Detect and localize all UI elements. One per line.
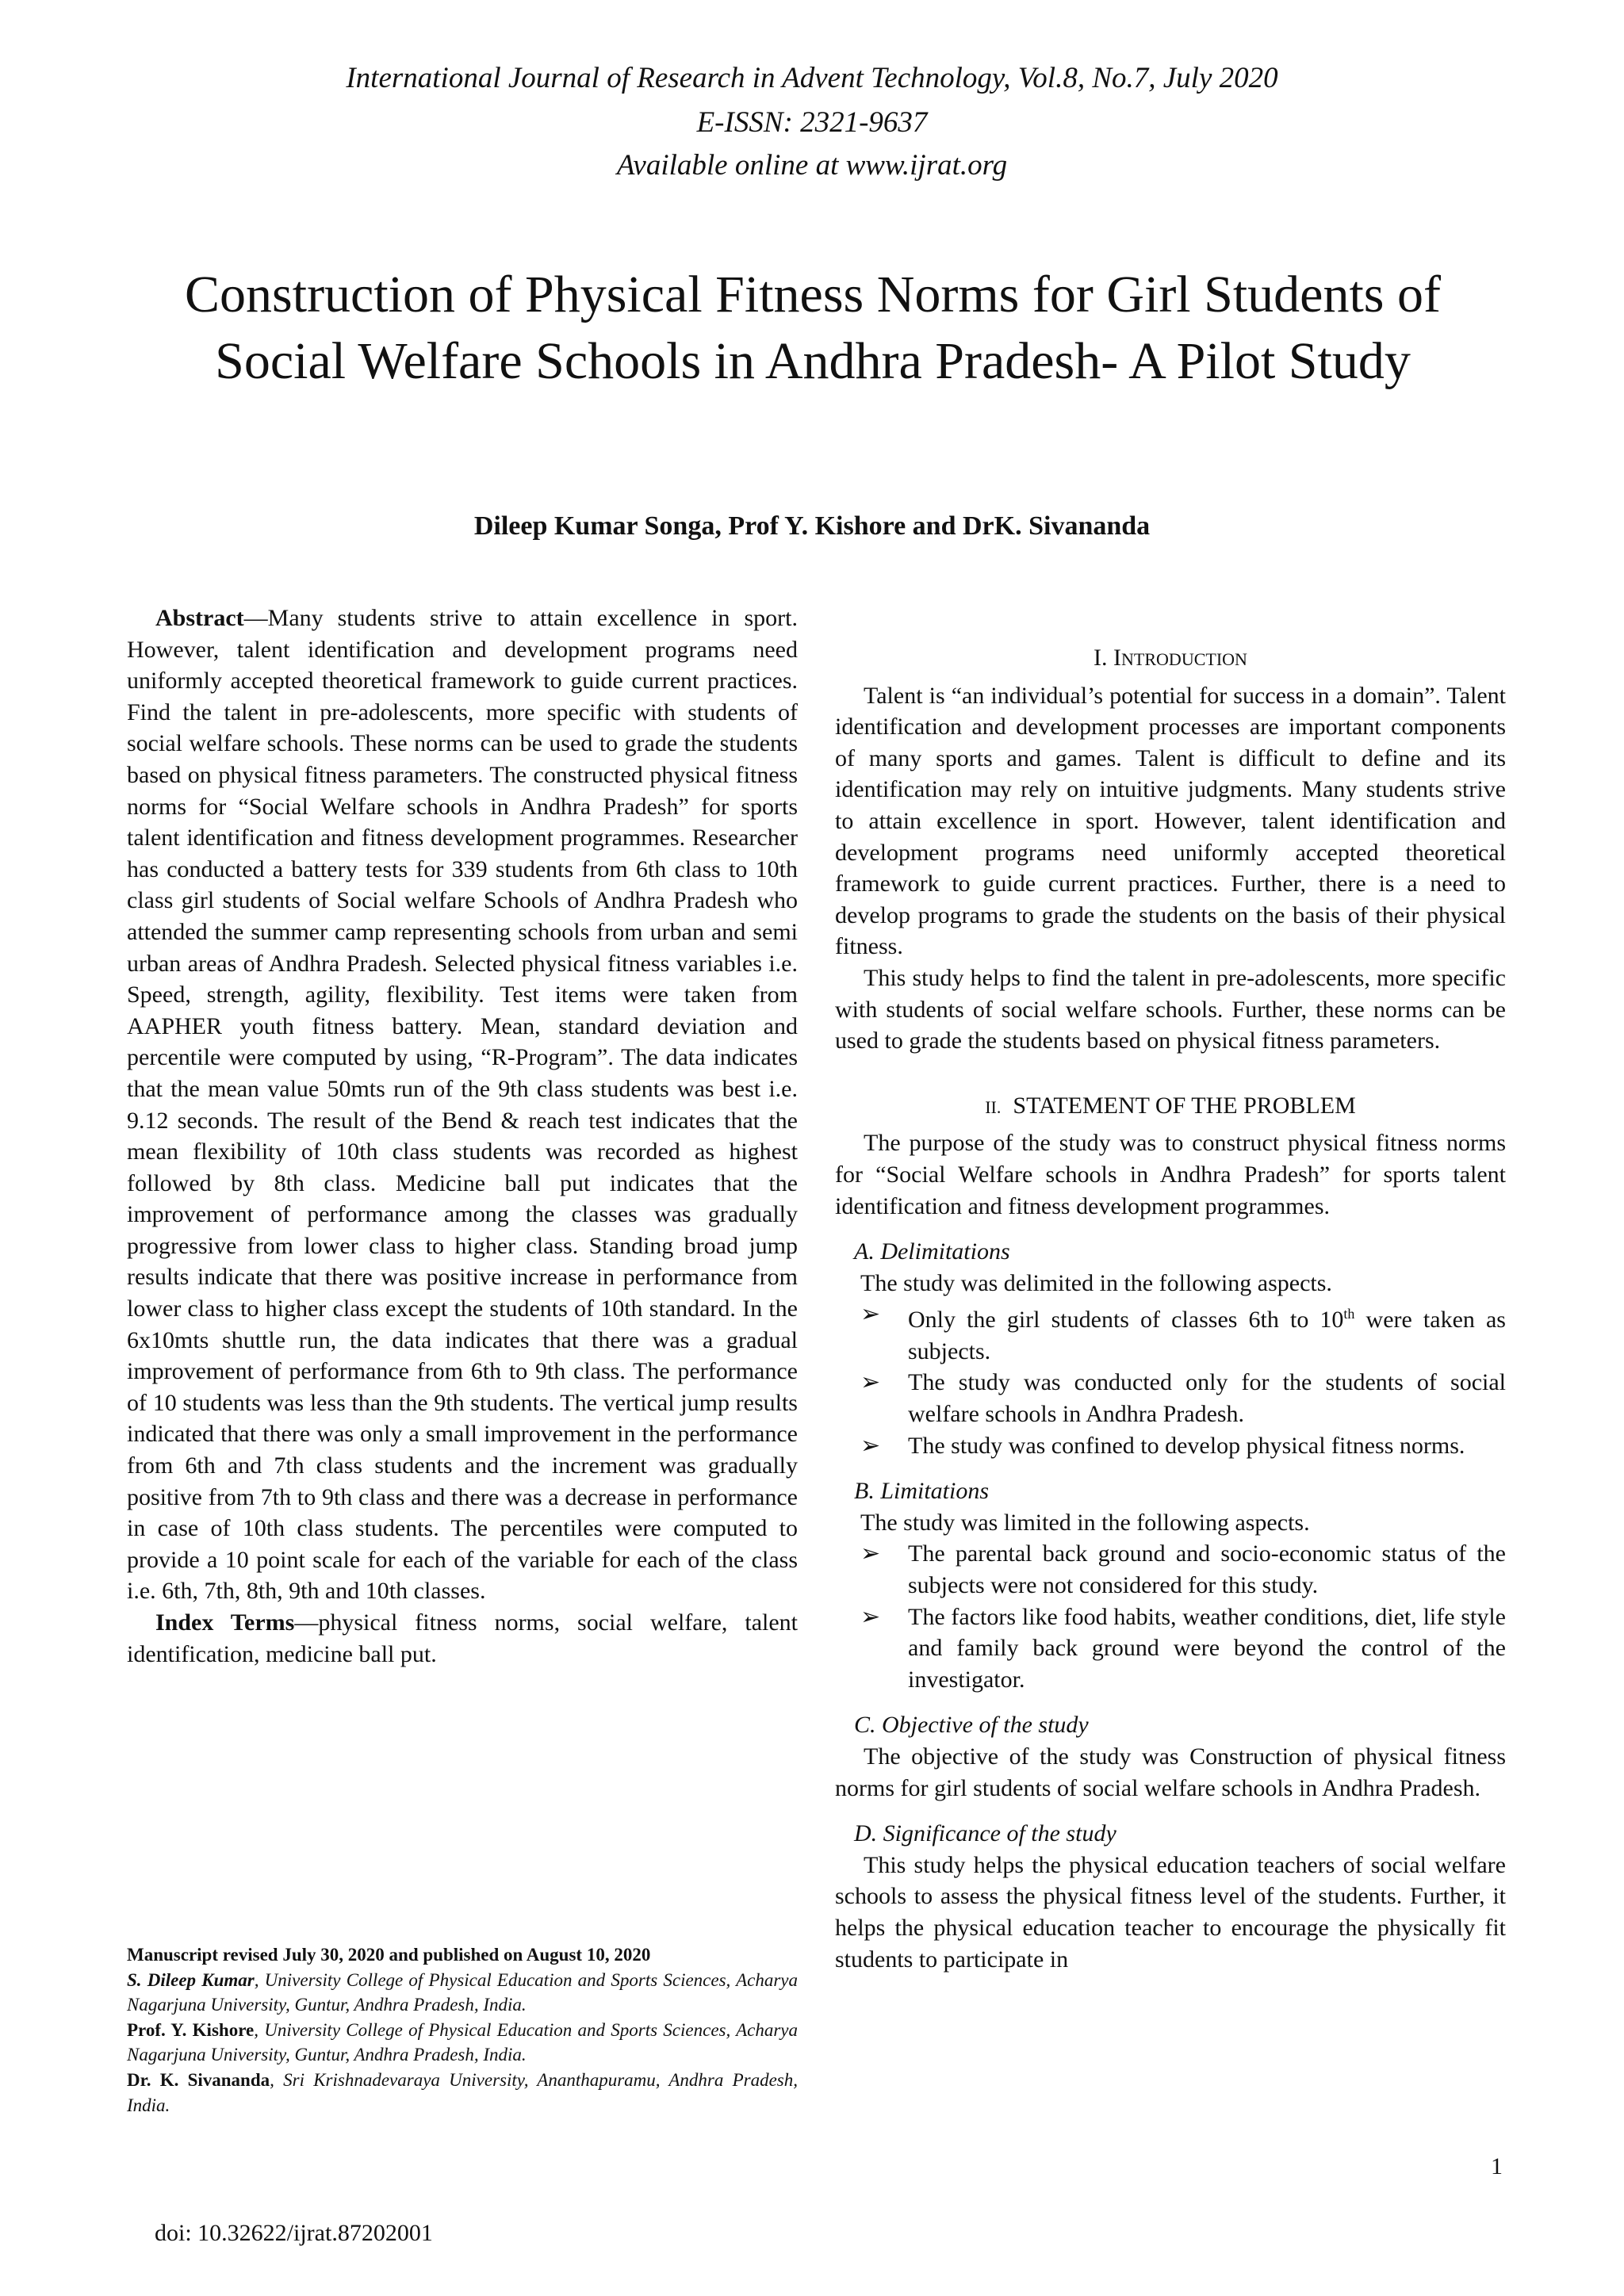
issn-line: E-ISSN: 2321-9637: [696, 106, 928, 139]
subsection-heading: A. Delimitations: [854, 1238, 1010, 1265]
paragraph: The study was delimited in the following aspects.: [860, 1269, 1332, 1296]
paragraph: This study helps the physical education teachers of social welfare schools to assess the physical fitness level of the students. Further, it helps the physical education teacher to encourage the physically fit students to participate in: [835, 1851, 1506, 1973]
availability-line: Available online at www.ijrat.org: [616, 149, 1008, 182]
subsection-heading: B. Limitations: [854, 1478, 990, 1505]
section-heading-introduction: I. INTRODUCTION: [1094, 645, 1247, 671]
paragraph: The study was limited in the following aspects.: [860, 1509, 1310, 1536]
subsection-heading: C. Objective of the study: [854, 1712, 1089, 1739]
index-terms-text: physical fitness norms, social welfare, talent identification, medicine ball put.: [127, 1609, 799, 1667]
abstract-dash: —: [243, 605, 268, 631]
right-column: [835, 642, 1506, 1975]
bullet-item: ➢ The study was confined to develop physical fitness norms.: [835, 1430, 1506, 1462]
paper-title: Construction of Physical Fitness Norms for Girl Students of Social Welfare Schools in Andhra Pradesh- A Pilot Study: [185, 266, 1441, 390]
journal-header: International Journal of Research in Advent Technology, Vol.8, No.7, July 2020: [346, 62, 1278, 94]
author-list: Dileep Kumar Songa, Prof Y. Kishore and DrK. Sivananda: [473, 511, 1151, 541]
bullet-arrow-icon: ➢: [860, 1603, 881, 1630]
index-terms: [127, 1607, 798, 1670]
paragraph: The objective of the study was Construction of physical fitness norms for girl students of social welfare schools in Andhra Pradesh.: [835, 1743, 1506, 1801]
manuscript-note: Manuscript revised July 30, 2020 and published on August 10, 2020: [127, 1945, 651, 1965]
bullet-item: ➢ The factors like food habits, weather conditions, diet, life style and family back ground were beyond the control of the investigator.: [835, 1601, 1506, 1696]
bullet-item: ➢ The study was conducted only for the students of social welfare schools in Andhra Pradesh.: [835, 1367, 1506, 1429]
abstract: [127, 603, 798, 1607]
index-terms-label: Index Terms: [155, 1609, 295, 1636]
author-affiliation: S. Dileep Kumar, University College of Physical Education and Sports Sciences, Acharya Nagarjuna University, Guntur, Andhra Pradesh, India.: [127, 1969, 798, 2015]
bullet-arrow-icon: ➢: [860, 1369, 881, 1396]
doi: doi: 10.32622/ijrat.87202001: [155, 2220, 433, 2246]
bullet-arrow-icon: ➢: [860, 1432, 881, 1459]
subsection-heading: D. Significance of the study: [854, 1820, 1116, 1847]
author-affiliation: Dr. K. Sivananda, Sri Krishnadevaraya University, Ananthapuramu, Andhra Pradesh, India.: [127, 2069, 798, 2115]
author-affiliation: Prof. Y. Kishore, University College of Physical Education and Sports Sciences, Acharya Nagarjuna University, Guntur, Andhra Pradesh, India.: [127, 2019, 798, 2065]
bullet-item: ➢ Only the girl students of classes 6th to 10th were taken as subjects.: [835, 1299, 1506, 1367]
page-number: 1: [1491, 2153, 1503, 2179]
bullet-arrow-icon: ➢: [860, 1540, 881, 1567]
paragraph: The purpose of the study was to construct physical fitness norms for “Social Welfare schools in Andhra Pradesh” for sports talent identification and fitness development programmes.: [835, 1130, 1506, 1219]
index-terms-dash: —: [294, 1609, 319, 1636]
abstract-text: Many students strive to attain excellence in sport. However, talent identification and development programs need uniformly accepted theoretical framework to guide current practices. Find the talent in pre-adolescents, more specific with students of social welfare schools. These norms can be used to grade the students based on physical fitness parameters. The constructed physical fitness norms for “Social Welfare schools in Andhra Pradesh” for sports talent identification and fitness development programmes. Researcher has conducted a battery tests for 339 students from 6th class to 10th class girl students of Social welfare Schools of Andhra Pradesh who attended the summer camp representing schools from urban and semi urban areas of Andhra Pradesh. Selected physical fitness variables i.e. Speed, strength, agility, flexibility. Test items were taken from AAPHER youth fitness battery. Mean, standard deviation and percentile were computed by using, “R-Program”. The data indicates that the mean value 50mts run of the 9th class students was best i.e. 9.12 seconds. The result of the Bend & reach test indicates that the mean flexibility of 10th class students was recorded as highest followed by 8th class. Medicine ball put indicates that the improvement of performance among the classes was gradually progressive from lower class to higher class. Standing broad jump results indicate that there was positive increase in performance from lower class to higher class except the students of 10th standard. In the 6x10mts shuttle run, the data indicates that there was a gradual improvement of performance from 6th to 9th class. The performance of 10 students was less than the 9th students. The vertical jump results indicated that there was only a small improvement in the performance from 6th and 7th class students and the increment was gradually positive from 7th to 9th class and there was a decrease in performance in case of 10th class students. The percentiles were computed to provide a 10 point scale for each of the variable for each of the class i.e. 6th, 7th, 8th, 9th and 10th classes.: [127, 605, 798, 1605]
left-column: [127, 603, 798, 1670]
paragraph: This study helps to find the talent in pre-adolescents, more specific with students of social welfare schools. Further, these norms can be used to grade the students based on physical fitness parameters.: [835, 964, 1506, 1054]
bullet-item: ➢ The parental back ground and socio-economic status of the subjects were not considered for this study.: [835, 1538, 1506, 1601]
section-heading-statement: II. STATEMENT OF THE PROBLEM: [985, 1092, 1356, 1119]
abstract-label: Abstract: [155, 605, 244, 631]
paragraph: Talent is “an individual’s potential for success in a domain”. Talent identification and development processes are important components of many sports and games. Talent is difficult to define and its identification may rely on intuitive judgments. Many students strive to attain excellence in sport. However, talent identification and development programs need uniformly accepted theoretical framework to guide current practices. Further, there is a need to develop programs to grade the students on the basis of their physical fitness.: [835, 682, 1506, 960]
bullet-arrow-icon: ➢: [860, 1301, 881, 1328]
footnote: [127, 1942, 798, 2118]
